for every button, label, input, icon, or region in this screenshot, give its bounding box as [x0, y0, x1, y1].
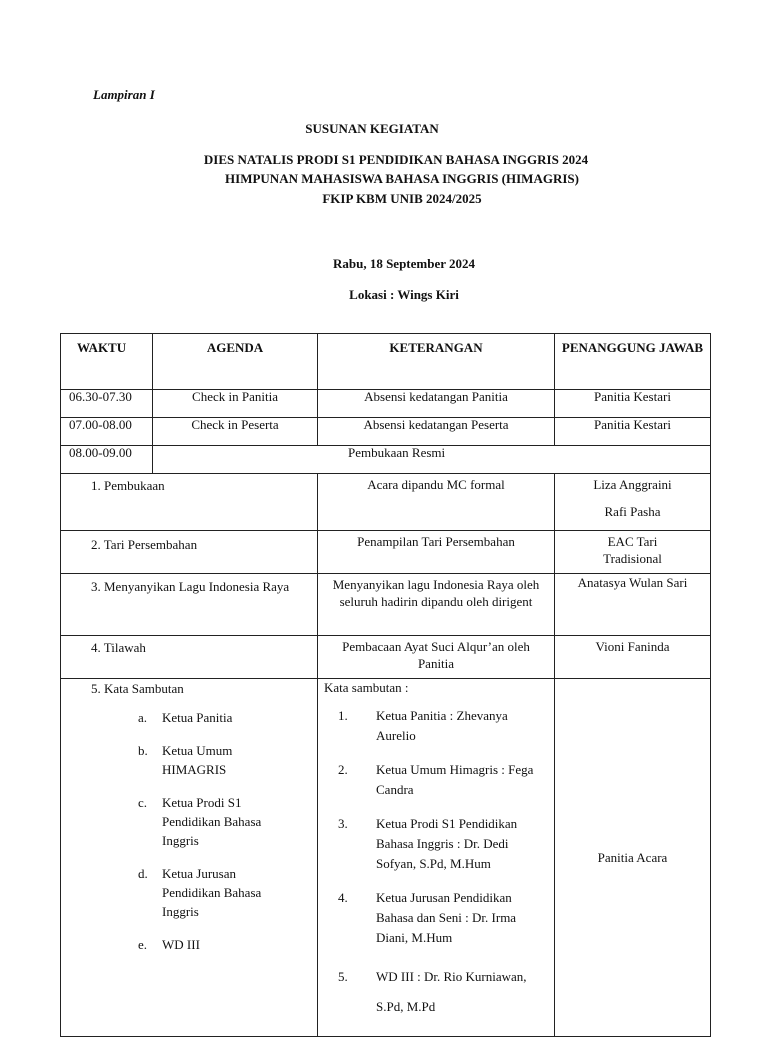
event-location: Lokasi : Wings Kiri: [349, 287, 459, 302]
table-row: [61, 474, 711, 531]
keterangan-cell: Absensi kedatangan Peserta: [363, 417, 509, 432]
list-text: WD III: [162, 937, 200, 952]
keterangan-cell: Menyanyikan lagu Indonesia Raya oleh seluruh hadirin dipandu oleh dirigent: [332, 577, 540, 609]
table-header-row: [61, 334, 711, 390]
agenda-cell: Check in Panitia: [192, 389, 278, 404]
list-marker: 4.: [338, 890, 348, 905]
event-title-line2: HIMPUNAN MAHASISWA BAHASA INGGRIS (HIMAGRIS): [225, 171, 579, 186]
waktu-cell: 06.30-07.30: [69, 389, 132, 404]
table-row: [61, 418, 711, 446]
table-row: [61, 390, 711, 418]
list-item: [138, 793, 273, 850]
agenda-cell: 3. Menyanyikan Lagu Indonesia Raya: [91, 579, 290, 594]
event-title-line3: FKIP KBM UNIB 2024/2025: [322, 191, 482, 206]
list-item: [324, 706, 540, 746]
event-date: Rabu, 18 September 2024: [332, 256, 476, 271]
list-text: Ketua Umum Himagris : Fega Candra: [376, 762, 534, 797]
list-item: [324, 888, 540, 948]
list-text: Ketua Prodi S1 Pendidikan Bahasa Inggris : Dr. Dedi Sofyan, S.Pd, M.Hum: [376, 816, 518, 871]
header-waktu: WAKTU: [61, 334, 153, 390]
pj-cell: Liza Anggraini: [593, 477, 672, 492]
waktu-cell: 07.00-08.00: [69, 417, 132, 432]
section-row: [61, 446, 711, 474]
agenda-cell: 5. Kata Sambutan: [91, 681, 184, 696]
header-penanggung-jawab: PENANGGUNG JAWAB: [555, 334, 711, 390]
pj-cell: Panitia Kestari: [594, 417, 671, 432]
list-marker: 2.: [338, 762, 348, 777]
list-item: [324, 760, 540, 800]
list-item: [138, 864, 273, 921]
keterangan-cell: Acara dipandu MC formal: [367, 477, 505, 492]
list-text: Ketua Umum HIMAGRIS: [162, 743, 233, 777]
pj-cell: Anatasya Wulan Sari: [577, 575, 688, 590]
list-marker: c.: [138, 795, 148, 810]
list-marker: e.: [138, 937, 148, 952]
pj-cell: Vioni Faninda: [595, 639, 670, 654]
pj-cell: EAC Tari Tradisional: [603, 534, 662, 566]
list-item: [324, 814, 540, 874]
keterangan-cell: Penampilan Tari Persembahan: [357, 534, 515, 549]
keterangan-intro: Kata sambutan :: [324, 680, 409, 695]
table-row: [61, 574, 711, 636]
agenda-cell: 1. Pembukaan: [91, 478, 165, 493]
list-marker: b.: [138, 743, 148, 758]
list-text: WD III : Dr. Rio Kurniawan, S.Pd, M.Pd: [376, 969, 527, 1014]
sambutan-speaker-list: [318, 706, 554, 1022]
list-item: [138, 708, 273, 727]
agenda-cell: 4. Tilawah: [91, 640, 146, 655]
list-text: Ketua Jurusan Pendidikan Bahasa dan Seni : Dr. Irma Diani, M.Hum: [376, 890, 517, 945]
list-text: Ketua Prodi S1 Pendidikan Bahasa Inggris: [162, 795, 262, 848]
list-marker: 5.: [338, 969, 348, 984]
schedule-table: [60, 333, 711, 1037]
table-row: [61, 679, 711, 1037]
list-item: [138, 741, 273, 779]
waktu-cell: 08.00-09.00: [69, 445, 132, 460]
pj-cell: Panitia Acara: [597, 850, 668, 865]
event-title-line1: DIES NATALIS PRODI S1 PENDIDIKAN BAHASA INGGRIS 2024: [203, 152, 589, 167]
list-text: Ketua Panitia: [162, 710, 233, 725]
header-keterangan: KETERANGAN: [318, 334, 555, 390]
list-marker: a.: [138, 710, 148, 725]
table-row: [61, 531, 711, 574]
lampiran-label: Lampiran I: [93, 87, 155, 102]
list-text: Ketua Panitia : Zhevanya Aurelio: [376, 708, 508, 743]
list-marker: 3.: [338, 816, 348, 831]
pj-cell: Panitia Kestari: [594, 389, 671, 404]
list-marker: d.: [138, 866, 148, 881]
list-text: Ketua Jurusan Pendidikan Bahasa Inggris: [162, 866, 262, 919]
list-item: [138, 935, 273, 954]
agenda-cell: 2. Tari Persembahan: [91, 537, 198, 552]
keterangan-cell: Absensi kedatangan Panitia: [364, 389, 508, 404]
agenda-cell: Check in Peserta: [191, 417, 279, 432]
list-item: [324, 962, 540, 1022]
list-marker: 1.: [338, 708, 348, 723]
doc-title: SUSUNAN KEGIATAN: [305, 121, 439, 136]
header-agenda: AGENDA: [153, 334, 318, 390]
section-label: Pembukaan Resmi: [348, 445, 446, 460]
pj-cell: Rafi Pasha: [604, 504, 661, 519]
table-row: [61, 636, 711, 679]
keterangan-cell: Pembacaan Ayat Suci Alqur’an oleh Panitia: [342, 639, 530, 671]
sambutan-sublist: [61, 698, 273, 954]
